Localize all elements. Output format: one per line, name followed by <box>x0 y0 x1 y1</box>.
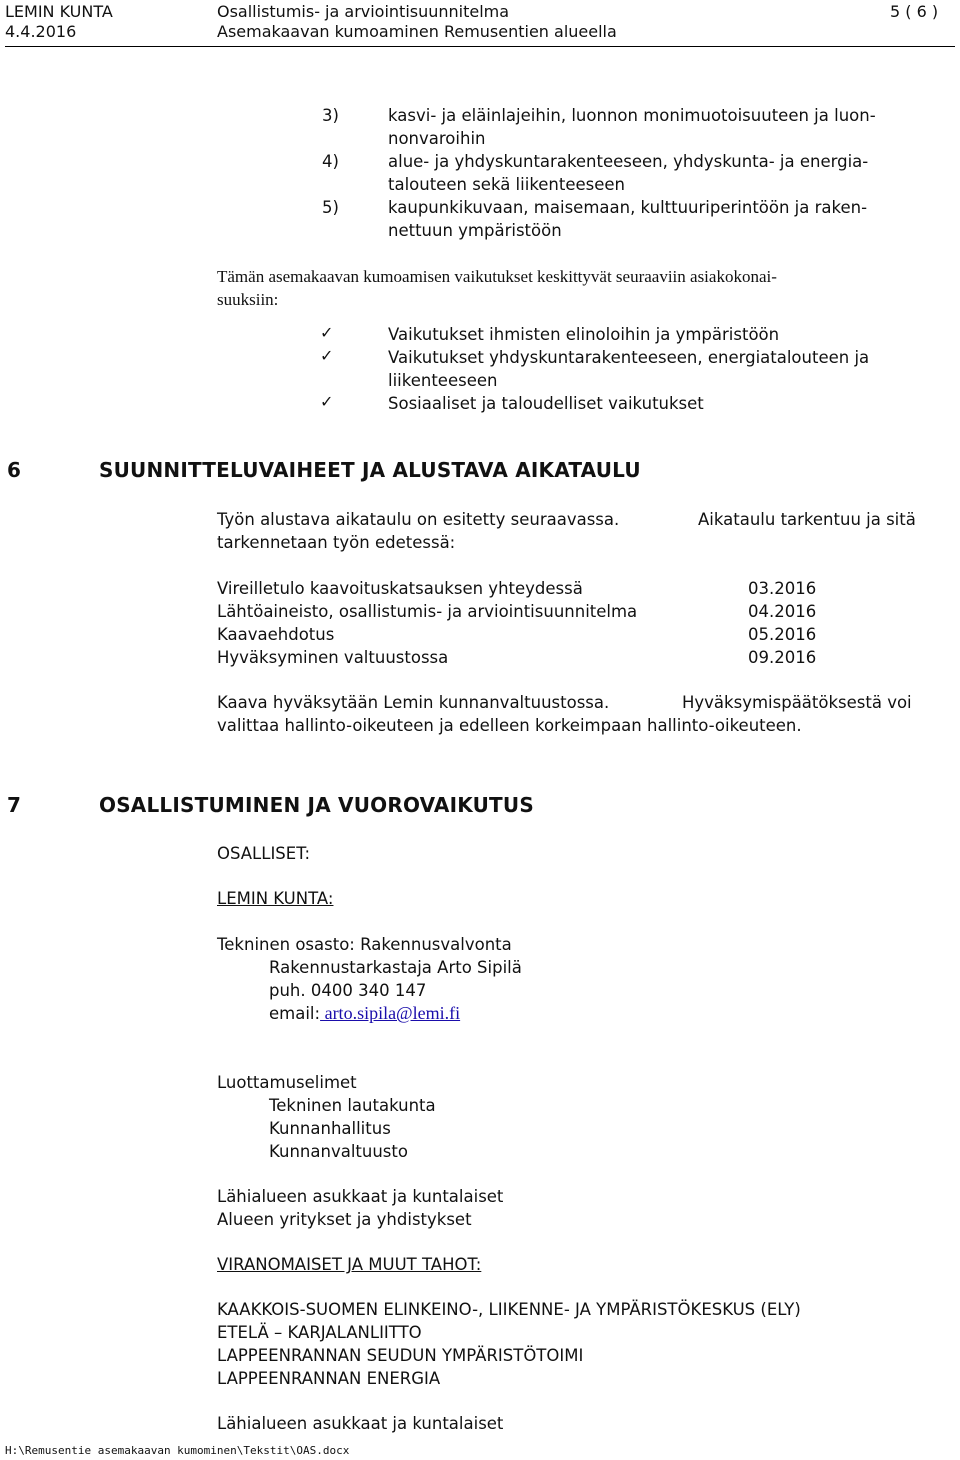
section-6-intro-b: Aikataulu tarkentuu ja sitä <box>698 510 916 529</box>
authority-item: ETELÄ – KARJALANLIITTO <box>217 1323 422 1342</box>
contact-email-row <box>269 1002 460 1025</box>
footer-file-path: H:\Remusentie asemakaavan kumominen\Tekstit\OAS.docx <box>5 1444 350 1457</box>
contact-phone: puh. 0400 340 147 <box>269 981 427 1000</box>
section-6-closing-b: Hyväksymispäätöksestä voi <box>682 693 912 712</box>
focus-intro-line1: Tämän asemakaavan kumoamisen vaikutukset keskittyvät seuraaviin asiakokonai- <box>217 267 777 286</box>
header-date: 4.4.2016 <box>5 22 77 41</box>
authorities-label: VIRANOMAISET JA MUUT TAHOT: <box>217 1255 482 1274</box>
lemin-kunta-label: LEMIN KUNTA: <box>217 889 334 908</box>
schedule-phase: Lähtöaineisto, osallistumis- ja arviointisuunnitelma <box>217 602 638 621</box>
companies-text: Alueen yritykset ja yhdistykset <box>217 1210 472 1229</box>
contact-name: Rakennustarkastaja Arto Sipilä <box>269 958 522 977</box>
email-link[interactable]: arto.sipila@lemi.fi <box>320 1003 461 1023</box>
section-6-closing-a: Kaava hyväksytään Lemin kunnanvaltuustossa. <box>217 693 610 712</box>
trustees-label: Luottamuselimet <box>217 1073 357 1092</box>
section-6-intro-line2: tarkennetaan työn edetessä: <box>217 533 456 552</box>
header-doc-subtitle: Asemakaavan kumoaminen Remusentien alueella <box>217 22 617 41</box>
checklist-item: Vaikutukset yhdyskuntarakenteeseen, energiatalouteen ja <box>388 348 870 367</box>
trustee-item: Tekninen lautakunta <box>269 1096 436 1115</box>
section-6-intro-a: Työn alustava aikataulu on esitetty seuraavassa. <box>217 510 620 529</box>
list-item-number: 4) <box>322 152 339 171</box>
checkmark-icon: ✓ <box>320 346 334 365</box>
header-org: LEMIN KUNTA <box>5 2 113 21</box>
dept-name: Tekninen osasto: Rakennusvalvonta <box>217 935 512 954</box>
header-page-number: 5 ( 6 ) <box>890 2 939 21</box>
checkmark-icon: ✓ <box>320 392 334 411</box>
header-divider <box>5 46 955 47</box>
section-6-number: 6 <box>7 458 22 482</box>
section-7-number: 7 <box>7 793 22 817</box>
section-7-title: OSALLISTUMINEN JA VUOROVAIKUTUS <box>99 793 534 817</box>
schedule-date: 05.2016 <box>748 625 817 644</box>
list-item-number: 5) <box>322 198 339 217</box>
checklist-item: Vaikutukset ihmisten elinoloihin ja ympäristöön <box>388 325 780 344</box>
email-label: email: <box>269 1004 321 1023</box>
schedule-phase: Hyväksyminen valtuustossa <box>217 648 449 667</box>
authority-item: LAPPEENRANNAN ENERGIA <box>217 1369 441 1388</box>
residents-text: Lähialueen asukkaat ja kuntalaiset <box>217 1187 504 1206</box>
checklist-item-cont: liikenteeseen <box>388 371 498 390</box>
trustee-item: Kunnanhallitus <box>269 1119 391 1138</box>
authority-item: LAPPEENRANNAN SEUDUN YMPÄRISTÖTOIMI <box>217 1346 584 1365</box>
checklist-item: Sosiaaliset ja taloudelliset vaikutukset <box>388 394 704 413</box>
focus-intro-line2: suuksiin: <box>217 290 279 309</box>
list-item-text-cont: talouteen sekä liikenteeseen <box>388 175 626 194</box>
section-6-title: SUUNNITTELUVAIHEET JA ALUSTAVA AIKATAULU <box>99 458 641 482</box>
list-item-text-cont: nonvaroihin <box>388 129 486 148</box>
residents-text-2: Lähialueen asukkaat ja kuntalaiset <box>217 1414 504 1433</box>
schedule-date: 09.2016 <box>748 648 817 667</box>
section-6-closing-line2: valittaa hallinto-oikeuteen ja edelleen korkeimpaan hallinto-oikeuteen. <box>217 716 802 735</box>
schedule-date: 04.2016 <box>748 602 817 621</box>
osalliset-label: OSALLISET: <box>217 844 311 863</box>
schedule-phase: Kaavaehdotus <box>217 625 335 644</box>
list-item-text-cont: nettuun ympäristöön <box>388 221 562 240</box>
schedule-phase: Vireilletulo kaavoituskatsauksen yhteydessä <box>217 579 583 598</box>
header-doc-title: Osallistumis- ja arviointisuunnitelma <box>217 2 510 21</box>
schedule-date: 03.2016 <box>748 579 817 598</box>
checkmark-icon: ✓ <box>320 323 334 342</box>
list-item-text: alue- ja yhdyskuntarakenteeseen, yhdyskunta- ja energia- <box>388 152 869 171</box>
list-item-text: kasvi- ja eläinlajeihin, luonnon monimuotoisuuteen ja luon- <box>388 106 876 125</box>
authority-item: KAAKKOIS-SUOMEN ELINKEINO-, LIIKENNE- JA YMPÄRISTÖKESKUS (ELY) <box>217 1300 801 1319</box>
trustee-item: Kunnanvaltuusto <box>269 1142 408 1161</box>
list-item-text: kaupunkikuvaan, maisemaan, kulttuuriperintöön ja raken- <box>388 198 868 217</box>
list-item-number: 3) <box>322 106 339 125</box>
